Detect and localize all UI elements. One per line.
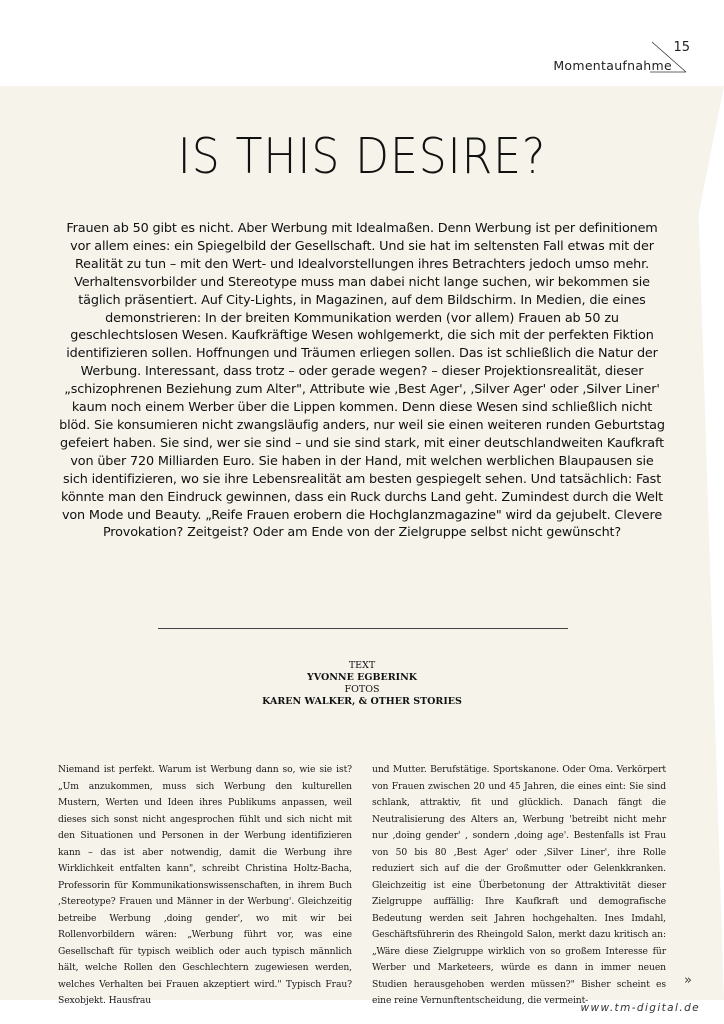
next-page-icon[interactable]: » [684,973,692,988]
divider [158,628,568,629]
body-column-left: Niemand ist perfekt. Warum ist Werbung dann so, wie sie ist? „Um anzukommen, muss sich Werbung den kulturellen Mustern, Werten und Ideen ihres Publikums anpassen, weil dieses sich sonst nicht angesprochen fühlt und sich nicht mit den Situationen und Personen in der Werbung identifizieren kann – das ist aber notwendig, damit die Werbung ihre Wirklichkeit entfalten kann", schreibt Christina Holtz-Bacha, Professorin für Kommunikationswissenschaften, in ihrem Buch ‚Stereotype? Frauen und Männer in der Werbung'. Gleichzeitig betreibe Werbung ‚doing gender', wo mit wir bei Rollenvorbildern wären: „Werbung führt vor, was eine Gesellschaft für typisch weiblich oder auch typisch männlich hält, welche Rollen den Geschlechtern zugewiesen werden, welches Verhalten bei Frauen akzeptiert wird." Typisch Frau? Sexobjekt. Hausfrau [58,764,352,1006]
body-column-right: und Mutter. Berufstätige. Sportskanone. Oder Oma. Verkörpert von Frauen zwischen 20 und 45 Jahren, die eines eint: Sie sind schlank, attraktiv, fit und glücklich. Danach fängt die Neutralisierung des Alters an, Werbung 'betreibt nicht mehr nur ‚doing gender' , sondern ‚doing age'. Bestenfalls ist Frau von 50 bis 80 ‚Best Ager' oder ‚Silver Liner', ihre Rolle reduziert sich auf die der Großmutter oder Gelenkkranken. Gleichzeitig ist eine Überbetonung der Attraktivität dieser Zielgruppe auffällig: Ihre Kaufkraft und demografische Bedeutung werden seit Jahren hochgehalten. Ines Imdahl, Geschäftsführerin des Rheingold Salon, merkt dazu kritisch an: „Wäre diese Zielgruppe wirklich von so großem Interesse für Werber und Marketeers, würde es dann in immer neuen Studien herausgehoben werden müssen?" Bisher scheint es eine reine Vernunftentscheidung, die vermeint- [372,764,666,1006]
lead-paragraph: Frauen ab 50 gibt es nicht. Aber Werbung mit Idealmaßen. Denn Werbung ist per definitionem vor allem eines: ein Spiegelbild der Gesellschaft. Und sie hat im seltensten Fall etwas mit der Realität zu tun – mit den Wert- und Idealvorstellungen ihres Betrachters jedoch umso mehr. Verhaltensvorbilder und Stereotype muss man dabei nicht lange suchen, wir bekommen sie täglich präsentiert. Auf City-Lights, in Magazinen, auf dem Bildschirm. In Medien, die eines demonstrieren: In der breiten Kommunikation werden (vor allem) Frauen ab 50 zu geschlechtslosen Wesen. Kaufkräftige Wesen wohlgemerkt, die sich mit der perfekten Fiktion identifizieren sollen. Hoffnungen und Träumen erliegen sollen. Das ist schließlich die Natur der Werbung. Interessant, dass trotz – oder gerade wegen? – dieser Projektionsrealität, dieser „schizophrenen Beziehung zum Alter", Attribute wie ‚Best Ager', ‚Silver Ager' oder ‚Silver Liner' kaum noch einem Werber über die Lippen kommen. Denn diese Wesen sind schließlich nicht blöd. Sie konsumieren nicht zwangsläufig anders, nur weil sie einen weiteren runden Geburtstag gefeiert haben. Sie sind, wer sie sind – und sie sind stark, mit einer deutschlandweiten Kaufkraft von über 720 Milliarden Euro. Sie haben in der Hand, mit welchen werblichen Blaupausen sie sich identifizieren, wo sie ihre Lebensrealität am besten gespiegelt sehen. Und tatsächlich: Fast könnte man den Eindruck gewinnen, dass ein Ruck durchs Land geht. Zumindest durch die Welt von Mode und Beauty. „Reife Frauen erobern die Hochglanzmagazine" wird da gejubelt. Clevere Provokation? Zeitgeist? Oder am Ende von der Zielgruppe selbst nicht gewünscht? [59,221,665,541]
section-title: Momentaufnahme [553,58,672,73]
article-title: IS THIS DESIRE? [177,128,547,185]
text-author: YVONNE EGBERINK [306,672,418,683]
text-label: TEXT [348,660,376,671]
credits [0,660,724,708]
photo-author: KAREN WALKER, & OTHER STORIES [262,696,462,707]
photo-label: FOTOS [344,684,380,695]
website-url[interactable]: www.tm-digital.de [580,1002,700,1014]
page-number: 15 [673,40,690,55]
